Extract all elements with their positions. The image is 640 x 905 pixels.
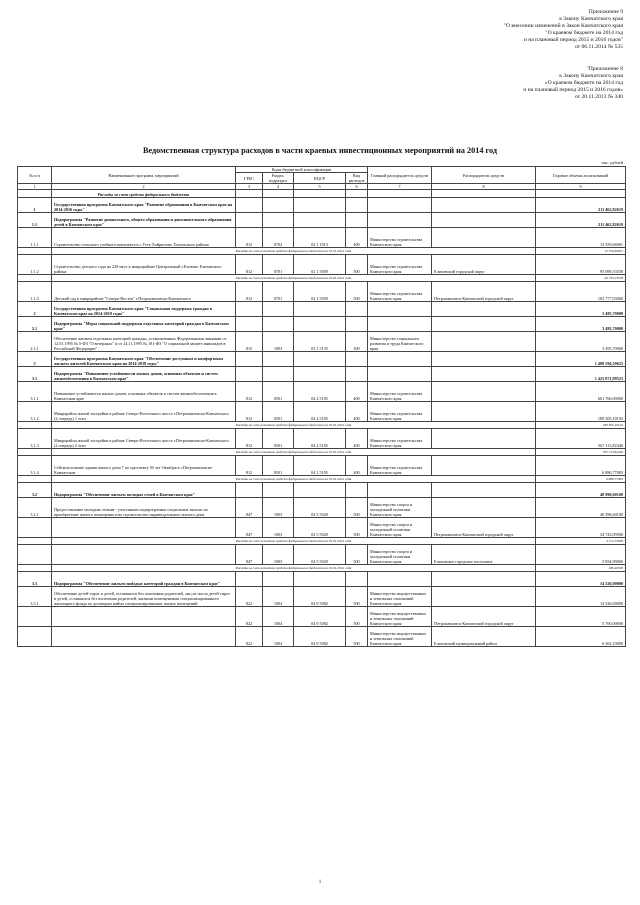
header-line: «О краевом бюджете на 2014 год — [544, 80, 623, 86]
row-num: 3.2.1 — [18, 498, 52, 518]
row-amount: 186,46300 — [536, 565, 626, 572]
table-row — [18, 282, 626, 302]
row-amount: 20 733,13558 — [536, 275, 626, 282]
units-label: тыс. рублей — [601, 160, 623, 165]
header-line: от 06.11.2014 № 535 — [574, 44, 623, 50]
note-row — [18, 449, 626, 456]
row-csr — [294, 302, 346, 317]
row-grbs: 815 — [236, 332, 263, 352]
row-vr — [346, 213, 368, 228]
row-num: 1.1 — [18, 213, 52, 228]
row-grbs: 822 — [236, 587, 263, 607]
table-row — [18, 518, 626, 538]
row-vr — [346, 302, 368, 317]
row-vr — [346, 483, 368, 498]
row-section: 0501 — [263, 429, 294, 449]
table-row — [18, 367, 626, 382]
row-vr: 400 — [346, 456, 368, 476]
row-amount: 40 396,60100 — [536, 498, 626, 518]
row-grbs: 812 — [236, 456, 263, 476]
row-section — [263, 367, 294, 382]
row-grbs: 812 — [236, 282, 263, 302]
row-admin: Министерство спорта и молодежной политики Камчатского края — [368, 518, 432, 538]
row-csr: 04 9 5082 — [294, 627, 346, 647]
row-amount: 3 495,70000 — [536, 332, 626, 352]
row-name: Подпрограмма "Меры социальной поддержки отдельных категорий граждан в Камчатском крае" — [52, 317, 236, 332]
empty-cell — [294, 190, 346, 198]
row-vr: 500 — [346, 518, 368, 538]
row-section — [263, 352, 294, 367]
expenditure-table — [17, 166, 626, 647]
table-row — [18, 483, 626, 498]
row-csr: 04 2 5105 — [294, 402, 346, 422]
row-num: 3.1.3 — [18, 429, 52, 449]
row-amount: 567 113,82446 — [536, 429, 626, 449]
row-num: 3.1.1 — [18, 382, 52, 402]
row-vr: 400 — [346, 228, 368, 248]
row-admin: Министерство имущественных и земельных отношений Камчатского края — [368, 627, 432, 647]
row-grbs: 812 — [236, 382, 263, 402]
row-recipient — [432, 228, 536, 248]
row-name: Обеспечение детей-сирот и детей, оставшихся без попечения родителей, лиц из числа детей-сирот и детей, оставшихся без попечения родителей, жилыми помещениями специализированного жилищного фонда по договорам найма специализированных жилых помещений — [52, 587, 236, 607]
empty-cell — [536, 190, 626, 198]
header-line: "Приложение 8 — [586, 66, 623, 72]
empty-cell — [368, 190, 432, 198]
row-name: Подпрограмма "Обеспечение жильем молодых семей в Камчатском крае" — [52, 483, 236, 498]
row-section — [263, 302, 294, 317]
table-row — [18, 627, 626, 647]
row-name: Микрорайон жилой застройки в районе Северо-Восточного шоссе г.Петропавловска-Камчатского (2 очередь) 2 этап — [52, 429, 236, 449]
row-amount: 5 854,99000 — [536, 545, 626, 565]
row-section — [263, 198, 294, 213]
row-num: 3.1.2 — [18, 402, 52, 422]
row-grbs: 812 — [236, 402, 263, 422]
row-section: 0501 — [263, 382, 294, 402]
column-number: 3 — [236, 184, 263, 190]
row-num — [18, 545, 52, 565]
row-csr: 04 2 5105 — [294, 456, 346, 476]
row-recipient — [432, 587, 536, 607]
row-name — [52, 607, 236, 627]
row-grbs — [236, 352, 263, 367]
row-csr: 04 9 5082 — [294, 607, 346, 627]
table-row — [18, 498, 626, 518]
header-line: к Закону Камчатского края — [559, 73, 623, 79]
row-name: Государственная программа Камчатского края "Развитие образования в Камчатском крае на 2014-2016 годы" — [52, 198, 236, 213]
row-name: Подпрограмма "Обеспечение жильем molодых категорий граждан в Камчатском крае" — [52, 572, 236, 587]
row-vr: 500 — [346, 498, 368, 518]
row-recipient — [432, 402, 536, 422]
empty-cell — [346, 190, 368, 198]
row-admin — [368, 198, 432, 213]
row-admin — [368, 367, 432, 382]
row-amount: 661 766,00000 — [536, 382, 626, 402]
row-grbs: 822 — [236, 607, 263, 627]
row-vr: 400 — [346, 402, 368, 422]
table-row — [18, 352, 626, 367]
col-codes-header: Коды бюджетной классификации — [236, 167, 368, 173]
row-section — [263, 317, 294, 332]
column-number: 4 — [263, 184, 294, 190]
row-name: Детский сад в микрорайоне "Северо-Восток" г.Петропавловска-Камчатского — [52, 282, 236, 302]
note-row — [18, 422, 626, 429]
column-number: 8 — [432, 184, 536, 190]
row-num: 3.1.4 — [18, 456, 52, 476]
note-text: Расходы за счет остатков средств федерального бюджета на 01.01.2014 года — [52, 422, 536, 429]
row-vr — [346, 572, 368, 587]
row-recipient — [432, 456, 536, 476]
row-recipient: Петропавловск-Камчатский городской округ — [432, 518, 536, 538]
table-row — [18, 456, 626, 476]
row-amount: 3 495,70000 — [536, 302, 626, 317]
row-num: 3 — [18, 352, 52, 367]
note-row — [18, 476, 626, 483]
row-section — [263, 572, 294, 587]
row-name: Предоставление молодым семьям - участникам подпрограммы социальных выплат на приобретение жилого помещения или строительство индивидуального жилого дома — [52, 498, 236, 518]
row-section: 0701 — [263, 282, 294, 302]
empty-cell — [432, 190, 536, 198]
row-recipient — [432, 572, 536, 587]
row-grbs: 812 — [236, 228, 263, 248]
row-section: 1004 — [263, 627, 294, 647]
row-admin: Министерство имущественных и земельных отношений Камчатского края — [368, 607, 432, 627]
row-num: 1.1.2 — [18, 255, 52, 275]
row-admin — [368, 352, 432, 367]
row-section: 1003 — [263, 518, 294, 538]
row-amount: 40 996,60100 — [536, 483, 626, 498]
row-recipient: Елизовское городское поселение — [432, 545, 536, 565]
row-section: 0501 — [263, 402, 294, 422]
row-vr: 500 — [346, 607, 368, 627]
table-row — [18, 332, 626, 352]
row-amount: 4 172,75000 — [536, 538, 626, 545]
row-section: 1004 — [263, 587, 294, 607]
header-line: "О внесении изменений в Закон Камчатского края — [503, 23, 623, 29]
row-grbs — [236, 198, 263, 213]
row-amount: 1 480 594,59623 — [536, 352, 626, 367]
row-name: Подпрограмма "Развитие дошкольного, общего образования и дополнительного образования детей в Камчатском крае" — [52, 213, 236, 228]
row-recipient — [432, 498, 536, 518]
row-grbs — [236, 317, 263, 332]
appendix-8-header — [523, 66, 623, 101]
row-csr: 03 1 5135 — [294, 332, 346, 352]
row-amount: 3 495,70000 — [536, 317, 626, 332]
row-recipient — [432, 332, 536, 352]
row-recipient — [432, 429, 536, 449]
row-amount: 14 526,00000 — [536, 572, 626, 587]
row-admin: Министерство строительства Камчатского края — [368, 402, 432, 422]
note-row — [18, 275, 626, 282]
empty-cell — [263, 190, 294, 198]
table-row — [18, 198, 626, 213]
table-row — [18, 607, 626, 627]
row-vr: 400 — [346, 429, 368, 449]
row-num — [18, 627, 52, 647]
note-text: Расходы за счет остатков средств федерального бюджета на 01.01.2014 года — [52, 538, 536, 545]
row-num — [18, 607, 52, 627]
column-number: 2 — [52, 184, 236, 190]
row-csr — [294, 317, 346, 332]
row-csr: 04 5 5020 — [294, 545, 346, 565]
row-amount: 6 886,77083 — [536, 456, 626, 476]
col-recipient-header: Распорядитель средств — [432, 167, 536, 184]
note-row — [18, 538, 626, 545]
row-recipient — [432, 382, 536, 402]
table-row — [18, 228, 626, 248]
row-grbs: 847 — [236, 498, 263, 518]
row-recipient — [432, 317, 536, 332]
row-section: 1003 — [263, 498, 294, 518]
header-line: "О краевом бюджете на 2014 год — [545, 30, 623, 36]
row-name: Обеспечение жильем отдельных категорий граждан, установленных Федеральными законами от 12.01.1995 № 5-ФЗ "О ветеранах" и от 24.11.1995 № 181-ФЗ "О социальной защите инвалидов в Российской Федерации" — [52, 332, 236, 352]
col-name-header: Наименование программ, мероприятий — [52, 167, 236, 184]
row-vr: 500 — [346, 545, 368, 565]
row-grbs: 812 — [236, 429, 263, 449]
row-csr: 02 1 1013 — [294, 228, 346, 248]
row-num — [18, 248, 52, 255]
table-row — [18, 382, 626, 402]
table-row — [18, 302, 626, 317]
row-amount: 14 526,00000 — [536, 587, 626, 607]
row-name: Повышение устойчивости жилых домов, основных объектов и систем жизнеобеспечения в Камчатском крае — [52, 382, 236, 402]
note-text: Расходы за счет остатков средств федерального бюджета на 01.01.2014 года — [52, 449, 536, 456]
page-number: 1 — [318, 880, 322, 885]
col-grbs-header: ГРБС — [236, 173, 263, 184]
row-grbs: 847 — [236, 518, 263, 538]
row-csr: 02 1 5059 — [294, 282, 346, 302]
row-admin — [368, 572, 432, 587]
col-amount-header: Годовые объемы ассигнований — [536, 167, 626, 184]
row-csr: 04 9 5082 — [294, 587, 346, 607]
row-admin: Министерство спорта и молодежной политики Камчатского края — [368, 498, 432, 518]
row-section: 0702 — [263, 228, 294, 248]
row-csr: 04 5 5020 — [294, 518, 346, 538]
row-csr: 04 2 5105 — [294, 429, 346, 449]
row-name — [52, 545, 236, 565]
column-number: 5 — [294, 184, 346, 190]
row-recipient — [432, 213, 536, 228]
row-name: Подпрограмма "Повышение устойчивости жилых домов, основных объектов и систем жизнеобеспечения в Камчатском крае" — [52, 367, 236, 382]
row-admin: Министерство строительства Камчатского края — [368, 282, 432, 302]
row-csr — [294, 572, 346, 587]
row-amount: 102 777,93060 — [536, 282, 626, 302]
row-amount: 95 099,53558 — [536, 255, 626, 275]
row-admin — [368, 213, 432, 228]
document-title: Ведомственная структура расходов в части краевых инвестиционных мероприятий на 2014 год — [143, 146, 497, 155]
row-admin: Министерство социального развития и труда Камчатского края — [368, 332, 432, 352]
table-row — [18, 545, 626, 565]
column-number: 7 — [368, 184, 432, 190]
row-admin: Министерство строительства Камчатского края — [368, 382, 432, 402]
note-text: Расходы за счет остатков средств федерального бюджета на 01.01.2014 года — [52, 275, 536, 282]
row-name: Государственная программа Камчатского края "Социальная поддержка граждан в Камчатском крае на 2014-2018 годы" — [52, 302, 236, 317]
row-num — [18, 565, 52, 572]
row-admin — [368, 483, 432, 498]
row-csr — [294, 367, 346, 382]
column-number: 1 — [18, 184, 52, 190]
row-csr — [294, 213, 346, 228]
row-vr — [346, 317, 368, 332]
col-num-header: № п/п — [18, 167, 52, 184]
row-amount: 6 886,77083 — [536, 476, 626, 483]
row-grbs — [236, 213, 263, 228]
row-amount: 567 113,82446 — [536, 449, 626, 456]
note-row — [18, 565, 626, 572]
row-admin — [368, 317, 432, 332]
row-admin: Министерство строительства Камчатского края — [368, 228, 432, 248]
note-text: Расходы за счет остатков средств федерального бюджета на 01.01.2014 года — [52, 248, 536, 255]
row-num: 3.3.1 — [18, 587, 52, 607]
row-vr: 500 — [346, 627, 368, 647]
header-line: от 20.11.2013 № 340 — [574, 94, 623, 100]
column-number: 9 — [536, 184, 626, 190]
row-name: Микрорайон жилой застройки в районе Северо-Восточного шоссе г.Петропавловска-Камчатского (2 очередь) 1 этап — [52, 402, 236, 422]
row-num — [18, 449, 52, 456]
note-text: Расходы за счет остатков средств федерального бюджета на 01.01.2014 года — [52, 476, 536, 483]
table-row — [18, 572, 626, 587]
col-section-header: Раздел, подраздел — [263, 173, 294, 184]
table-header-row-1 — [18, 167, 626, 173]
row-vr: 400 — [346, 382, 368, 402]
row-csr: 02 1 5059 — [294, 255, 346, 275]
row-num — [18, 476, 52, 483]
row-num — [18, 422, 52, 429]
row-recipient — [432, 352, 536, 367]
col-csr-header: КЦСР — [294, 173, 346, 184]
row-section — [263, 483, 294, 498]
row-csr: 04 5 5020 — [294, 498, 346, 518]
table-row — [18, 255, 626, 275]
row-recipient — [432, 198, 536, 213]
row-section: 1003 — [263, 332, 294, 352]
row-grbs — [236, 483, 263, 498]
row-csr — [294, 352, 346, 367]
row-section — [263, 213, 294, 228]
row-amount: 189 305,10194 — [536, 402, 626, 422]
row-vr: 500 — [346, 587, 368, 607]
row-vr — [346, 198, 368, 213]
table-row — [18, 587, 626, 607]
table-row — [18, 402, 626, 422]
row-recipient: Петропавловск-Камчатский городской округ — [432, 607, 536, 627]
header-line: к Закону Камчатского края — [559, 16, 623, 22]
column-number: 6 — [346, 184, 368, 190]
row-name: Сейсмоусиление здания жилого дома 7 по проспекту 50 лет Октября в г.Петропавловске-Камчатском — [52, 456, 236, 476]
row-grbs — [236, 572, 263, 587]
table-row — [18, 213, 626, 228]
row-name — [52, 518, 236, 538]
row-vr: 500 — [346, 255, 368, 275]
row-amount: 1 425 071,99523 — [536, 367, 626, 382]
row-vr — [346, 352, 368, 367]
row-vr: 300 — [346, 332, 368, 352]
row-admin: Министерство имущественных и земельных отношений Камчатского края — [368, 587, 432, 607]
row-section: 0501 — [263, 456, 294, 476]
row-num — [18, 275, 52, 282]
header-line: и на плановый период 2015 и 2016 годов» — [523, 87, 623, 93]
note-text: Расходы за счет остатков средств федерального бюджета на 01.01.2014 года — [52, 565, 536, 572]
row-vr — [346, 367, 368, 382]
row-num: 2.1.1 — [18, 332, 52, 352]
empty-cell — [236, 190, 263, 198]
row-amount: 211 462,82619 — [536, 198, 626, 213]
row-num: 2.1 — [18, 317, 52, 332]
row-num: 3.3 — [18, 572, 52, 587]
row-admin: Министерство строительства Камчатского края — [368, 255, 432, 275]
row-grbs — [236, 367, 263, 382]
row-section: 1003 — [263, 545, 294, 565]
row-amount: 13 559,66001 — [536, 228, 626, 248]
row-recipient: Елизовский муниципальный район — [432, 627, 536, 647]
row-csr — [294, 198, 346, 213]
header-line: и на плановый период 2015 и 2016 годов" — [523, 37, 623, 43]
table-row — [18, 317, 626, 332]
row-section: 0701 — [263, 255, 294, 275]
row-name: Строительство сельского учебного комплекса в с.Усть-Хайрюзово Тигильского района — [52, 228, 236, 248]
row-section: 1004 — [263, 607, 294, 627]
row-grbs: 822 — [236, 627, 263, 647]
note-row — [18, 248, 626, 255]
row-csr — [294, 483, 346, 498]
row-name — [52, 627, 236, 647]
row-grbs: 847 — [236, 545, 263, 565]
col-admin-header: Главный распорядитель средств — [368, 167, 432, 184]
row-vr: 500 — [346, 282, 368, 302]
row-recipient — [432, 367, 536, 382]
row-admin: Министерство строительства Камчатского края — [368, 456, 432, 476]
row-amount: 13 559,66001 — [536, 248, 626, 255]
row-num — [18, 538, 52, 545]
row-amount: 6 362,10000 — [536, 627, 626, 647]
row-grbs — [236, 302, 263, 317]
col-vr-header: Вид расходов — [346, 173, 368, 184]
row-grbs: 812 — [236, 255, 263, 275]
row-num: 1 — [18, 198, 52, 213]
row-recipient — [432, 302, 536, 317]
row-amount: 5 760,00000 — [536, 607, 626, 627]
row-amount: 34 743,09500 — [536, 518, 626, 538]
row-recipient — [432, 483, 536, 498]
row-admin: Министерство строительства Камчатского края — [368, 429, 432, 449]
row-num: 1.1.3 — [18, 282, 52, 302]
row-csr: 04 2 5105 — [294, 382, 346, 402]
row-admin: Министерство спорта и молодежной политики Камчатского края — [368, 545, 432, 565]
section-row — [18, 190, 626, 198]
row-num: 1.1.1 — [18, 228, 52, 248]
table-row — [18, 429, 626, 449]
row-num: 3.1 — [18, 367, 52, 382]
row-amount: 211 462,82619 — [536, 213, 626, 228]
row-name: Государственная программа Камчатского края "Обеспечение доступным и комфортным жильем жителей Камчатского края на 2014-2018 годы" — [52, 352, 236, 367]
row-admin — [368, 302, 432, 317]
row-num — [18, 190, 52, 198]
appendix-9-header — [504, 9, 623, 51]
row-recipient: Петропавловск-Камчатский городской округ — [432, 282, 536, 302]
section-title: Расходы за счет средств федерального бюджета — [52, 190, 236, 198]
row-num: 3.2 — [18, 483, 52, 498]
row-name: Строительство детского сада на 220 мест в микрорайоне Центральный г.Елизово Елизовского района — [52, 255, 236, 275]
row-amount: 189 305,10194 — [536, 422, 626, 429]
header-line: Приложение 9 — [588, 9, 623, 15]
row-num — [18, 518, 52, 538]
row-num: 2 — [18, 302, 52, 317]
row-recipient: Елизовский городской округ — [432, 255, 536, 275]
